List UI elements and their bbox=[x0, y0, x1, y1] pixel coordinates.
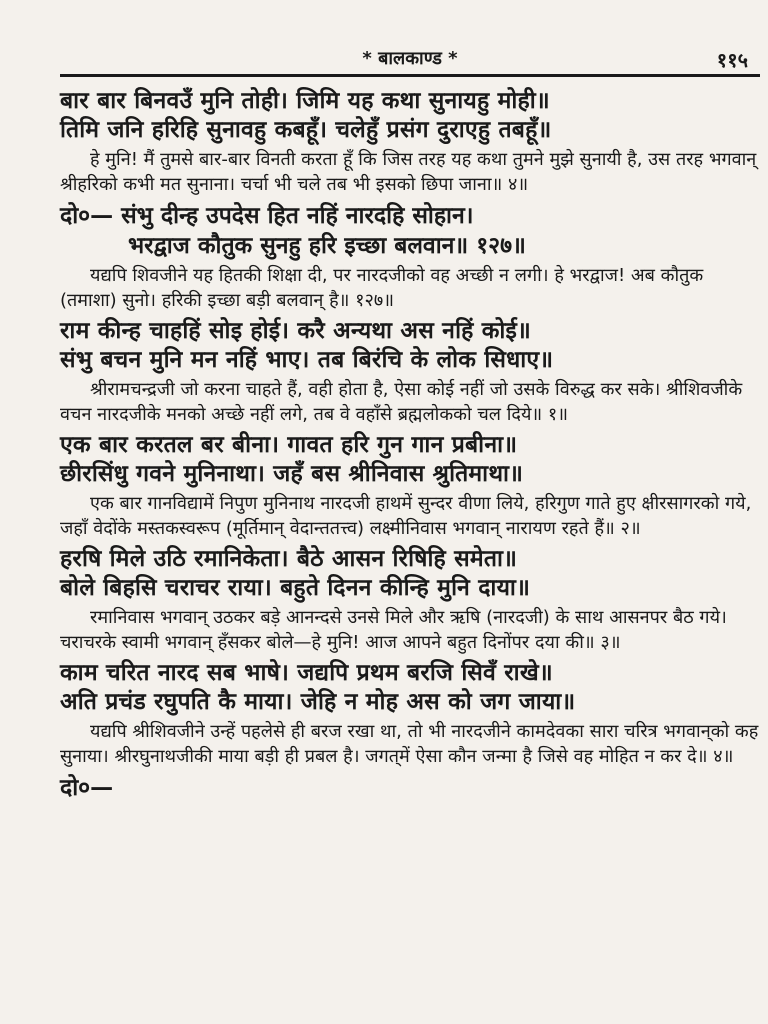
chaupai-line: संभु बचन मुनि मन नहिं भाए। तब बिरंचि के लोक सिधाए॥ bbox=[60, 347, 554, 373]
translation-text: श्रीरामचन्द्रजी जो करना चाहते हैं, वही होता है, ऐसा कोई नहीं जो उसके विरुद्ध कर सके। श्रीशिवजीके वचन नारदजीके मनको अच्छे नहीं लगे, तब वे वहाँसे ब्रह्मलोकको चल दिये॥ १॥ bbox=[60, 379, 743, 425]
translation-text: यद्यपि शिवजीने यह हितकी शिक्षा दी, पर नारदजीको वह अच्छी न लगी। हे भरद्वाज! अब कौतुक (तमाशा) सुनो। हरिकी इच्छा बड़ी बलवान् है॥ १२७॥ bbox=[60, 265, 704, 311]
translation-paragraph bbox=[60, 147, 760, 197]
page-content bbox=[60, 87, 760, 803]
chaupai-line: हरषि मिले उठि रमानिकेता। बैठे आसन रिषिहि समेता॥ bbox=[60, 546, 518, 572]
chaupai-line: तिमि जनि हरिहि सुनावहु कबहूँ। चलेहुँ प्रसंग दुराएहु तबहूँ॥ bbox=[60, 117, 552, 143]
chaupai-line: एक बार करतल बर बीना। गावत हरि गुन गान प्रबीना॥ bbox=[60, 432, 518, 458]
chaupai-line: बार बार बिनवउँ मुनि तोही। जिमि यह कथा सुनायहु मोही॥ bbox=[60, 88, 550, 114]
chaupai-line: राम कीन्ह चाहहिं सोइ होई। करै अन्यथा अस नहिं कोई॥ bbox=[60, 318, 531, 344]
chaupai-line: काम चरित नारद सब भाषे। जद्यपि प्रथम बरजि सिवँ राखे॥ bbox=[60, 660, 553, 686]
translation-paragraph bbox=[60, 377, 760, 427]
translation-paragraph bbox=[60, 491, 760, 541]
translation-paragraph bbox=[60, 605, 760, 655]
chaupai-line: अति प्रचंड रघुपति कै माया। जेहि न मोह अस को जग जाया॥ bbox=[60, 689, 576, 715]
book-page bbox=[60, 40, 760, 803]
translation-text: रमानिवास भगवान् उठकर बड़े आनन्दसे उनसे मिले और ऋषि (नारदजी) के साथ आसनपर बैठ गये। चराचरके स्वामी भगवान् हँसकर बोले—हे मुनि! आज आपने बहुत दिनोंपर दया की॥ ३॥ bbox=[60, 607, 727, 653]
translation-text: यद्यपि श्रीशिवजीने उन्हें पहलेसे ही बरज रखा था, तो भी नारदजीने कामदेवका सारा चरित्र भगवान्‌को कह सुनाया। श्रीरघुनाथजीकी माया बड़ी ही प्रबल है। जगत्‌में ऐसा कौन जन्मा है जिसे वह मोहित न कर दे॥ ४॥ bbox=[60, 721, 759, 767]
translation-text: हे मुनि! मैं तुमसे बार-बार विनती करता हूँ कि जिस तरह यह कथा तुमने मुझे सुनायी है, उस तरह भगवान् श्रीहरिको कभी मत सुनाना। चर्चा भी चले तब भी इसको छिपा जाना॥ ४॥ bbox=[60, 149, 757, 195]
page-number: ११५ bbox=[716, 48, 748, 72]
translation-paragraph bbox=[60, 263, 760, 313]
page-header bbox=[60, 40, 760, 77]
doha-line: दो०— bbox=[60, 775, 114, 801]
doha-line: भरद्वाज कौतुक सुनहु हरि इच्छा बलवान॥ १२७॥ bbox=[128, 233, 526, 259]
translation-paragraph bbox=[60, 719, 760, 769]
translation-text: एक बार गानविद्यामें निपुण मुनिनाथ नारदजी हाथमें सुन्दर वीणा लिये, हरिगुण गाते हुए क्षीरसागरको गये, जहाँ वेदोंके मस्तकस्वरूप (मूर्तिमान् वेदान्ततत्त्व) लक्ष्मीनिवास भगवान् नारायण रहते हैं॥ २॥ bbox=[60, 493, 752, 539]
doha-line: दो०— संभु दीन्ह उपदेस हित नहिं नारदहि सोहान। bbox=[60, 203, 474, 229]
section-title: * बालकाण्ड * bbox=[362, 48, 458, 69]
chaupai-line: छीरसिंधु गवने मुनिनाथा। जहँ बस श्रीनिवास श्रुतिमाथा॥ bbox=[60, 461, 524, 487]
chaupai-line: बोले बिहसि चराचर राया। बहुते दिनन कीन्हि मुनि दाया॥ bbox=[60, 575, 531, 601]
